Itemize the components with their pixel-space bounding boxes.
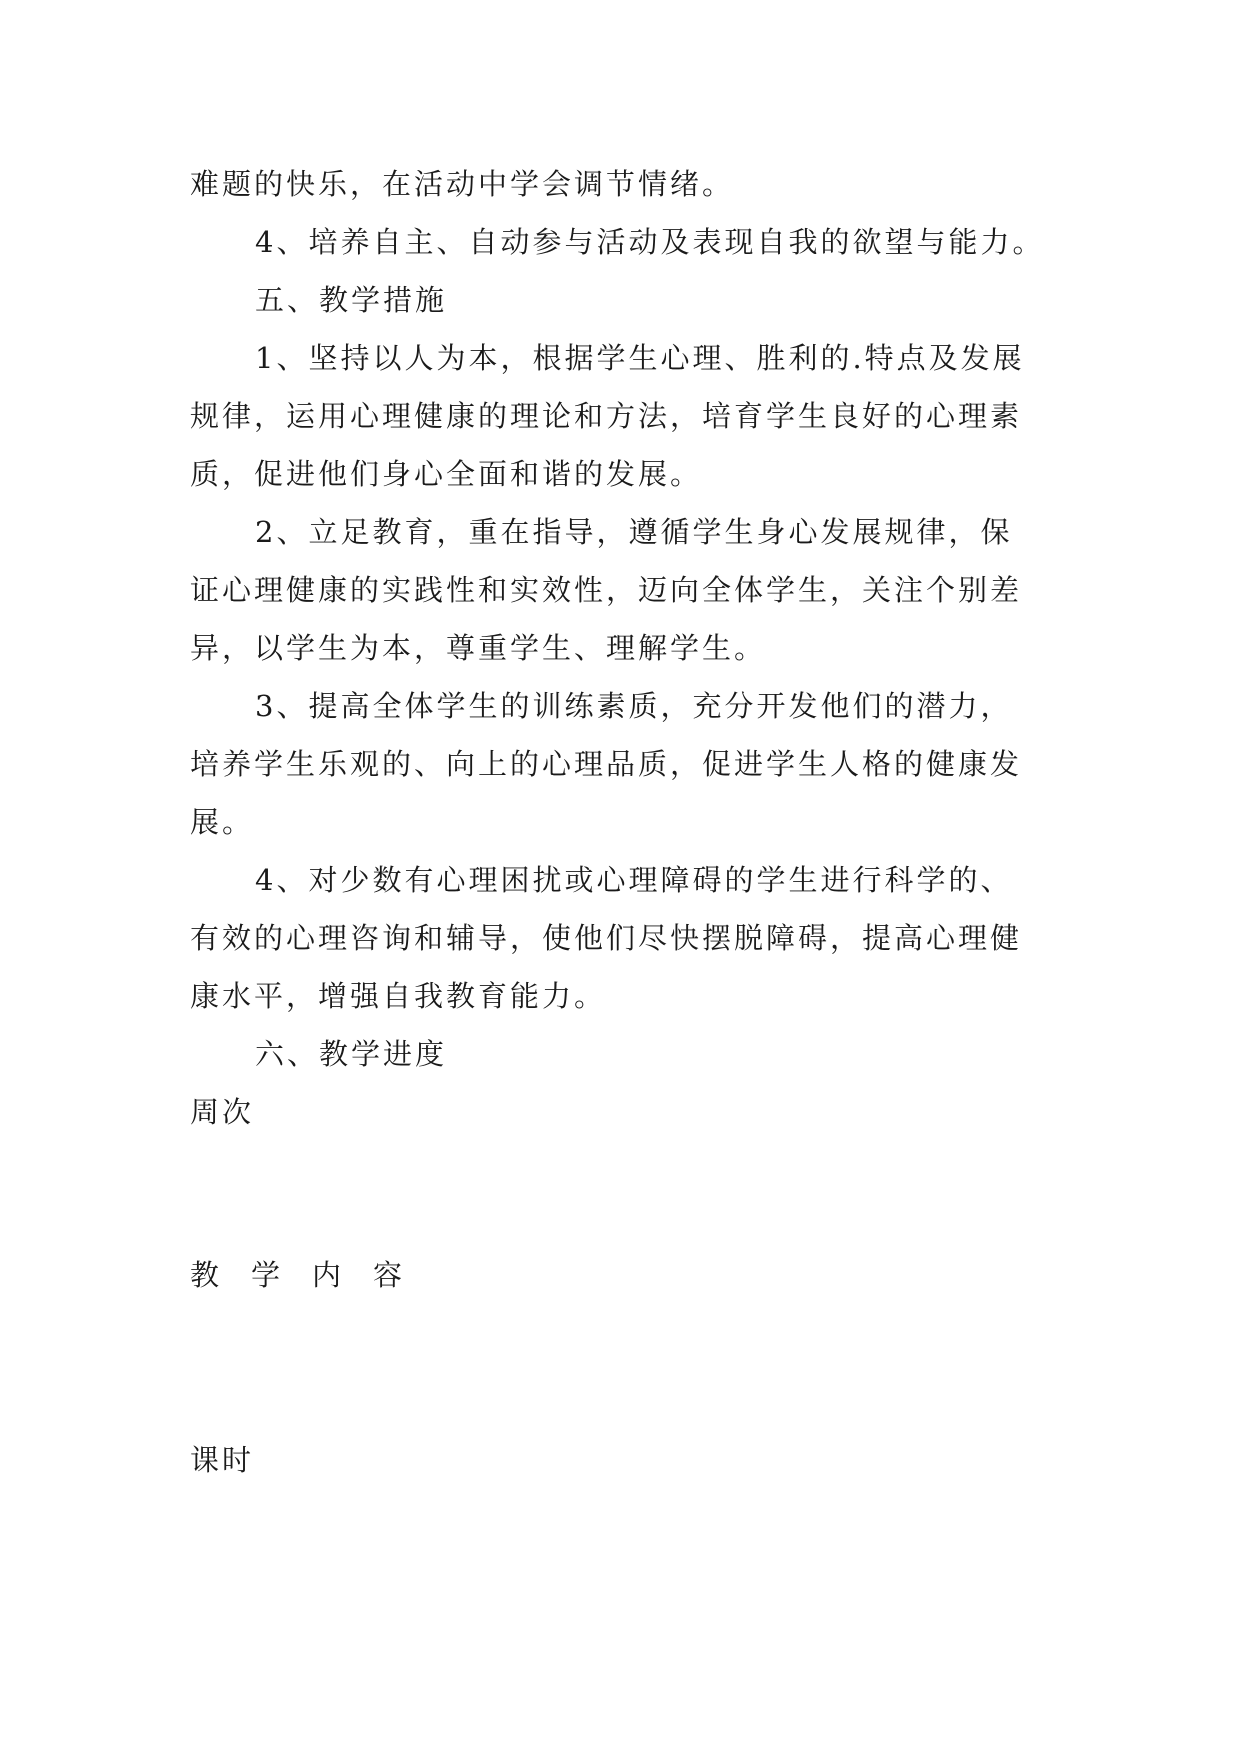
table-label-week: 周次 xyxy=(190,1095,255,1129)
table-label-hours: 课时 xyxy=(190,1443,255,1477)
list-item: 2、立足教育，重在指导，遵循学生身心发展规律，保 xyxy=(255,515,1013,549)
body-line: 质，促进他们身心全面和谐的发展。 xyxy=(190,457,703,491)
list-item: 4、培养自主、自动参与活动及表现自我的欲望与能力。 xyxy=(255,225,1045,259)
body-line: 证心理健康的实践性和实效性，迈向全体学生，关注个别差 xyxy=(190,573,1023,607)
body-line: 培养学生乐观的、向上的心理品质，促进学生人格的健康发 xyxy=(190,747,1023,781)
body-line: 有效的心理咨询和辅导，使他们尽快摆脱障碍，提高心理健 xyxy=(190,921,1023,955)
body-line: 康水平，增强自我教育能力。 xyxy=(190,979,607,1013)
list-item: 1、坚持以人为本，根据学生心理、胜利的.特点及发展 xyxy=(255,341,1025,375)
body-line: 规律，运用心理健康的理论和方法，培育学生良好的心理素 xyxy=(190,399,1023,433)
body-line: 难题的快乐，在活动中学会调节情绪。 xyxy=(190,167,735,201)
body-line: 异，以学生为本，尊重学生、理解学生。 xyxy=(190,631,767,665)
table-label-content: 教学内容 xyxy=(190,1258,435,1292)
list-item: 3、提高全体学生的训练素质，充分开发他们的潜力， xyxy=(255,689,1013,723)
section-heading: 六、教学进度 xyxy=(255,1037,448,1071)
section-heading: 五、教学措施 xyxy=(255,283,448,317)
body-line: 展。 xyxy=(190,805,255,839)
list-item: 4、对少数有心理困扰或心理障碍的学生进行科学的、 xyxy=(255,863,1013,897)
